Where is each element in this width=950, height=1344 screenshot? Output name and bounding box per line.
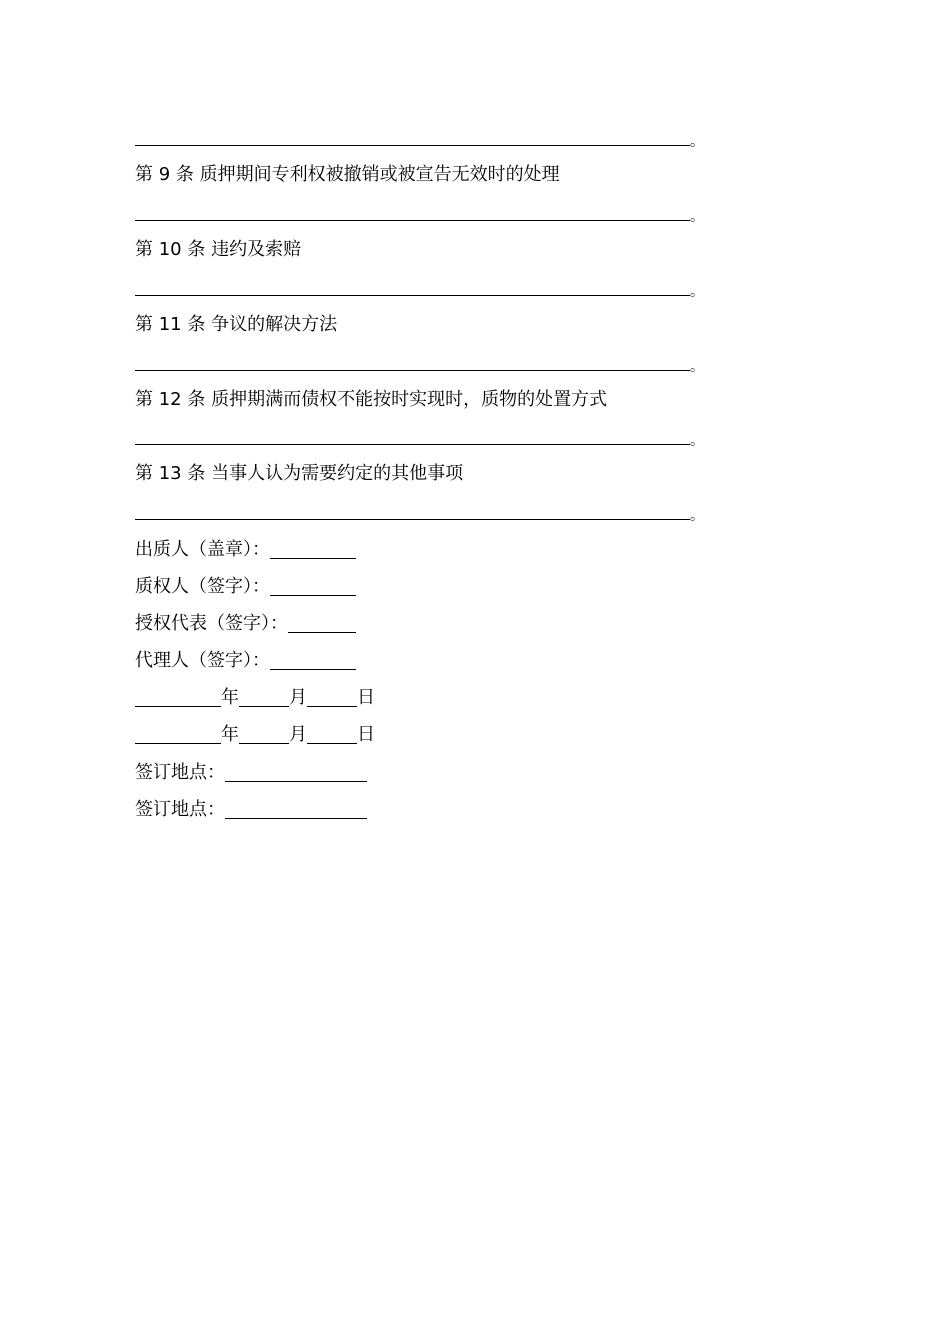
fill-in-line — [135, 295, 690, 296]
signature-pledgee — [135, 575, 356, 599]
period-mark: 。 — [690, 134, 704, 150]
signature-label: 授权代表（签字）： — [135, 613, 288, 634]
place-blank — [225, 800, 367, 819]
period-mark: 。 — [690, 433, 704, 449]
fill-in-line — [135, 519, 690, 520]
signature-label: 代理人（签字）： — [135, 650, 270, 671]
article-heading-9: 第 9 条 质押期间专利权被撤销或被宣告无效时的处理 — [135, 164, 560, 185]
signature-pledgor — [135, 538, 356, 562]
period-mark: 。 — [690, 359, 704, 375]
signature-label: 出质人（盖章）： — [135, 539, 270, 560]
day-unit: 日 — [357, 724, 375, 745]
period-mark: 。 — [690, 508, 704, 524]
year-unit: 年 — [221, 687, 239, 708]
fill-in-line — [135, 444, 690, 445]
period-mark: 。 — [690, 284, 704, 300]
year-blank — [135, 688, 221, 707]
date-line — [135, 723, 375, 747]
month-unit: 月 — [289, 724, 307, 745]
signature-blank — [270, 540, 356, 559]
date-line — [135, 686, 375, 710]
month-unit: 月 — [289, 687, 307, 708]
signature-blank — [270, 651, 356, 670]
fill-in-line — [135, 145, 690, 146]
day-unit: 日 — [357, 687, 375, 708]
month-blank — [239, 725, 289, 744]
place-label: 签订地点： — [135, 762, 225, 783]
month-blank — [239, 688, 289, 707]
signing-place — [135, 761, 367, 785]
day-blank — [307, 688, 357, 707]
article-heading-12: 第 12 条 质押期满而债权不能按时实现时，质物的处置方式 — [135, 389, 608, 410]
place-blank — [225, 763, 367, 782]
article-heading-13: 第 13 条 当事人认为需要约定的其他事项 — [135, 463, 464, 484]
article-heading-10: 第 10 条 违约及索赔 — [135, 239, 302, 260]
signature-label: 质权人（签字）： — [135, 576, 270, 597]
signature-blank — [270, 577, 356, 596]
year-unit: 年 — [221, 724, 239, 745]
place-label: 签订地点： — [135, 799, 225, 820]
signature-blank — [288, 614, 356, 633]
day-blank — [307, 725, 357, 744]
year-blank — [135, 725, 221, 744]
fill-in-line — [135, 220, 690, 221]
signature-authorized-rep — [135, 612, 356, 636]
article-heading-11: 第 11 条 争议的解决方法 — [135, 314, 338, 335]
signature-agent — [135, 649, 356, 673]
signing-place — [135, 798, 367, 822]
fill-in-line — [135, 370, 690, 371]
period-mark: 。 — [690, 209, 704, 225]
